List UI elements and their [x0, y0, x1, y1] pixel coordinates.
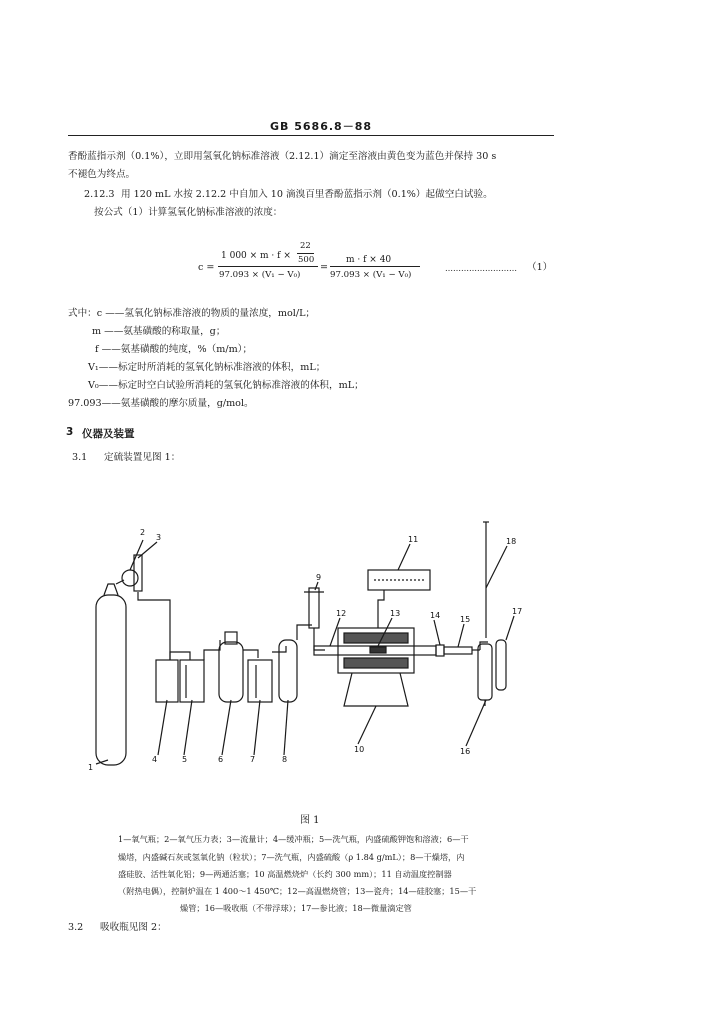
thermocouple-wire [378, 590, 384, 628]
definition-v0: V₀——标定时空白试验所消耗的氢氧化钠标准溶液的体积，mL； [88, 380, 364, 391]
part-label-8: 8 [282, 755, 288, 764]
part-label-10: 10 [354, 745, 365, 754]
formula-leader-dots: ……………………… [445, 264, 517, 273]
drying-tower-soda-lime [219, 642, 243, 702]
silicone-stopper [436, 645, 444, 656]
definition-f: f ——氨基磺酸的纯度，%（m/m）； [95, 344, 253, 355]
wash-bottle-k2so4 [180, 660, 204, 702]
formula-main-line-2 [330, 266, 420, 267]
part-label-6: 6 [218, 755, 224, 764]
definition-m: m ——氨基磺酸的称取量，g； [92, 326, 226, 337]
absorption-bottle [478, 644, 492, 700]
body-line-3: 用 120 mL 水按 2.12.2 中自加入 10 滴溴百里香酚蓝指示剂（0.1%）起做空白试验。 [121, 189, 493, 200]
formula-frac-top: 22 [300, 241, 311, 251]
section-3-title: 仪器及装置 [82, 428, 135, 440]
figure-caption-line-2: 燥塔，内盛碱石灰或氢氧化钠（粒状）；7—洗气瓶，内盛硫酸（ρ 1.84 g/mL）；8—干燥塔，内 [118, 852, 465, 862]
part-label-15: 15 [460, 615, 471, 624]
part-label-4: 4 [152, 755, 158, 764]
definition-molar-mass: 97.093——氨基磺酸的摩尔质量，g/mol。 [68, 398, 254, 409]
formula-equals: = [320, 262, 329, 273]
part-label-18: 18 [506, 537, 517, 546]
part-label-16: 16 [460, 747, 471, 756]
drying-tower-silica-gel [279, 640, 297, 702]
standard-code: GB 5686.8－88 [270, 120, 372, 133]
buffer-bottle [156, 660, 178, 702]
definition-v1: V₁——标定时所消耗的氢氧化钠标准溶液的体积，mL； [88, 362, 326, 373]
part-label-12: 12 [336, 609, 347, 618]
part-label-17: 17 [512, 607, 523, 616]
drying-tube [444, 647, 472, 654]
part-label-3: 3 [156, 533, 162, 542]
formula-number: （1） [527, 262, 553, 273]
part-label-1: 1 [88, 763, 94, 772]
reference-liquid-tube [496, 640, 506, 690]
formula-den2: 97.093 × (V₁ − V₀) [330, 270, 412, 280]
part-label-13: 13 [390, 609, 401, 618]
figure-caption-line-3: 盛硅胶、活性氧化铝；9—两通活塞；10 高温燃烧炉（长约 300 mm）；11 自动温度控制器 [118, 869, 452, 879]
clause-3-1-number: 3.1 [72, 452, 88, 463]
oxygen-cylinder [96, 595, 126, 765]
flowmeter [134, 555, 142, 591]
body-line-2: 不褪色为终点。 [68, 169, 136, 180]
formula-c: c = [198, 262, 215, 273]
part-label-7: 7 [250, 755, 256, 764]
formula-main-line-1 [218, 266, 318, 267]
formula-den1: 97.093 × (V₁ − V₀) [219, 270, 301, 280]
furnace-stand [344, 673, 408, 706]
definition-c: 式中：c ——氢氧化钠标准溶液的物质的量浓度，mol/L； [68, 308, 316, 319]
formula-frac-bot: 500 [298, 255, 315, 265]
figure-caption-line-5: 燥管；16—吸收瓶（不带浮球）；17—参比液；18—微量滴定管 [180, 903, 412, 913]
figure-caption-line-1: 1—氧气瓶；2—氧气压力表；3—流量计；4—缓冲瓶；5—洗气瓶，内盛硫酸钾饱和溶液；6—干 [118, 834, 469, 844]
clause-3-2-text: 吸收瓶见图 2： [100, 922, 167, 933]
clause-3-2-number: 3.2 [68, 922, 84, 933]
header-rule [68, 135, 554, 136]
body-line-1: 香酚蓝指示剂（0.1%），立即用氢氧化钠标准溶液（2.12.1）滴定至溶液由黄色变为蓝色并保持 30 s [68, 151, 497, 162]
figure-caption-line-4: （附热电偶），控制炉温在 1 400～1 450℃；12—高温燃烧管；13—瓷舟；14—硅胶塞；15—干 [118, 886, 477, 896]
body-line-4: 按公式（1）计算氢氧化钠标准溶液的浓度： [94, 207, 283, 218]
two-way-stopcock [309, 588, 319, 628]
part-label-5: 5 [182, 755, 188, 764]
pressure-gauge [122, 570, 138, 586]
formula-num2: m · f × 40 [346, 255, 392, 265]
cylinder-neck [104, 584, 118, 595]
clause-3-1-text: 定硫装置见图 1： [104, 452, 181, 463]
pipe-flowmeter-buffer [138, 592, 170, 660]
formula-num1: 1 000 × m · f × [221, 251, 291, 261]
sulfur-determination-apparatus-diagram [0, 500, 724, 800]
figure-1-title: 图 1 [300, 815, 320, 826]
part-label-9: 9 [316, 573, 322, 582]
part-label-2: 2 [140, 528, 146, 537]
part-label-11: 11 [408, 535, 419, 544]
porcelain-boat [370, 647, 386, 653]
wash-bottle-sulfuric-acid [248, 660, 272, 702]
clause-number-2-12-3: 2.12.3 [84, 189, 115, 200]
section-3-number: 3 [66, 426, 74, 438]
part-label-14: 14 [430, 611, 441, 620]
